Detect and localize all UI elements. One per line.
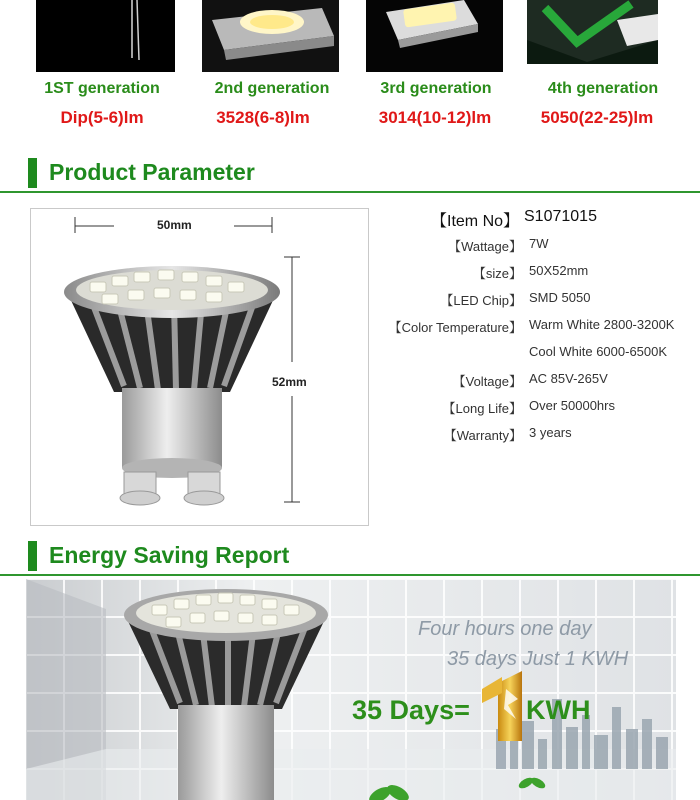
gen2-lumen: 3528(6-8)lm bbox=[216, 108, 310, 127]
energy-saving-banner-image bbox=[26, 579, 676, 800]
gen4-title: 4th generation bbox=[547, 80, 659, 97]
spec-key-warranty: 【Warranty】 bbox=[443, 428, 522, 443]
spec-value-cool-white: Cool White 6000-6500K bbox=[529, 344, 668, 359]
energy-saving-header bbox=[0, 541, 700, 577]
gen1-lumen: Dip(5-6)lm bbox=[60, 108, 144, 127]
energy-saving-title: Energy Saving Report bbox=[49, 542, 290, 568]
section-divider bbox=[0, 191, 700, 193]
gen3-lumen: 3014(10-12)lm bbox=[378, 108, 492, 127]
energy-line-days: 35 days Just 1 KWH bbox=[447, 648, 629, 670]
item-no-value: S1071015 bbox=[524, 208, 597, 225]
spec-key-led-chip: 【LED Chip】 bbox=[440, 293, 522, 308]
gen3-photo bbox=[366, 0, 503, 72]
spec-key-long-life: 【Long Life】 bbox=[442, 401, 522, 416]
product-parameter-header bbox=[0, 158, 700, 194]
energy-days-text: 35 Days= bbox=[352, 695, 470, 725]
section-bar-icon bbox=[28, 158, 37, 188]
spec-value-warranty: 3 years bbox=[529, 425, 572, 440]
spec-value-voltage: AC 85V-265V bbox=[529, 371, 608, 386]
smd3528-chip-icon bbox=[202, 0, 339, 72]
check-mark-icon bbox=[527, 0, 658, 64]
gen4-photo bbox=[527, 0, 658, 64]
spec-key-size: 【size】 bbox=[472, 266, 522, 281]
dip-led-icon bbox=[36, 0, 175, 72]
spec-value-led-chip: SMD 5050 bbox=[529, 290, 591, 305]
gen2-title: 2nd generation bbox=[214, 80, 330, 97]
product-parameter-title: Product Parameter bbox=[49, 159, 255, 185]
led-bulb-image bbox=[62, 258, 282, 520]
section-divider bbox=[0, 574, 700, 576]
energy-kwh-text: KWH bbox=[526, 695, 591, 725]
spec-value-warm-white: Warm White 2800-3200K bbox=[529, 317, 675, 332]
gen2-photo bbox=[202, 0, 339, 72]
gen3-title: 3rd generation bbox=[380, 80, 492, 97]
spec-key-color-temperature: 【Color Temperature】 bbox=[388, 320, 522, 335]
height-label: 52mm bbox=[272, 375, 307, 389]
section-bar-icon bbox=[28, 541, 37, 571]
gen1-title: 1ST generation bbox=[44, 80, 160, 97]
gen1-photo bbox=[36, 0, 175, 72]
smd3014-chip-icon bbox=[366, 0, 503, 72]
spec-key-voltage: 【Voltage】 bbox=[452, 374, 522, 389]
item-no-key: 【Item No】 bbox=[431, 213, 520, 230]
spec-key-wattage: 【Wattage】 bbox=[448, 239, 522, 254]
spec-value-size: 50X52mm bbox=[529, 263, 589, 278]
gen4-lumen: 5050(22-25)lm bbox=[540, 108, 654, 127]
spec-value-long-life: Over 50000hrs bbox=[529, 398, 615, 413]
spec-value-wattage: 7W bbox=[529, 236, 549, 251]
width-label: 50mm bbox=[157, 218, 192, 232]
energy-line-hours: Four hours one day bbox=[418, 618, 592, 640]
